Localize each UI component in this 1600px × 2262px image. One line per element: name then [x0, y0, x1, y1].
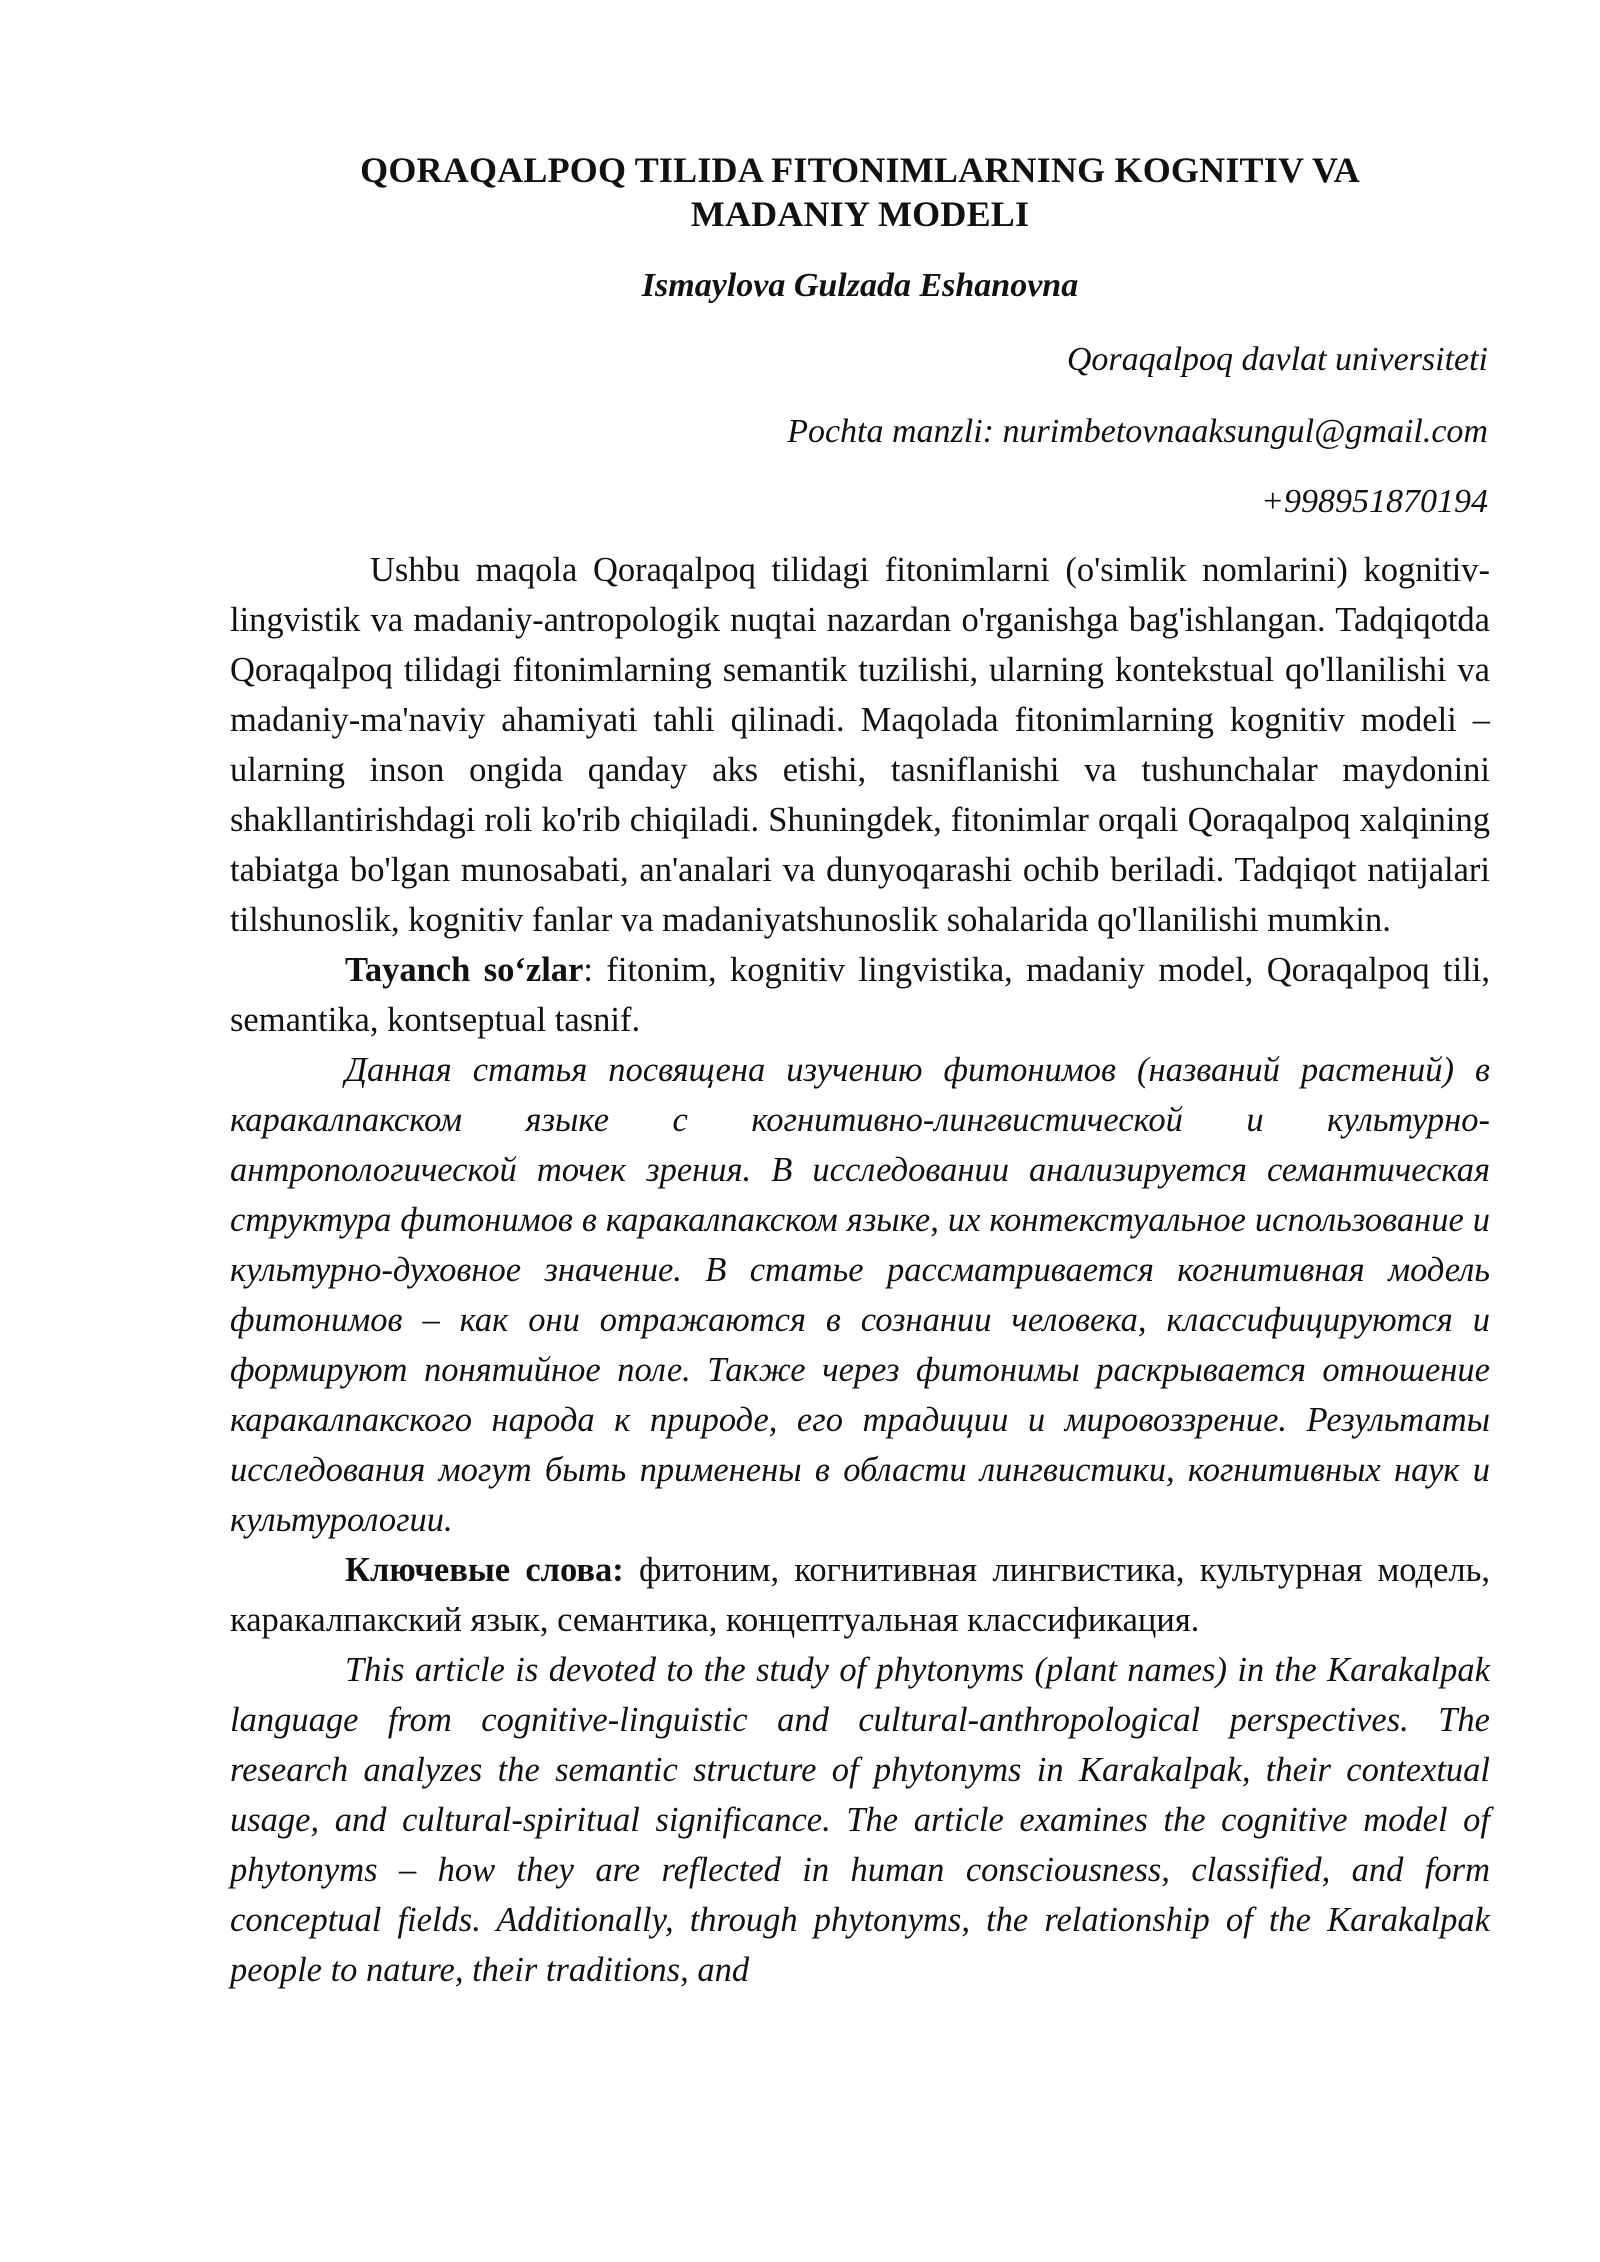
keywords-russian-text: фитоним, когнитивная лингвистика, культурная модель, каракалпакский язык, семантика, концептуальная классификация. — [230, 1551, 1490, 1639]
abstract-russian: Данная статья посвящена изучению фитонимов (названий растений) в каракалпакском языке с когнитивно-лингвистической и культурно-антропологической точек зрения. В исследовании анализируется семантическая структура фитонимов в каракалпакском языке, их контекстуальное использование и культурно-духовное значение. В статье рассматривается когнитивная модель фитонимов – как они отражаются в сознании человека, классифицируются и формируют понятийное поле. Также через фитонимы раскрывается отношение каракалпакского народа к природе, его традиции и мировоззрение. Результаты исследования могут быть применены в области лингвистики, когнитивных наук и культурологии. — [230, 1051, 1490, 1539]
title-line-2: MADANIY MODELI — [690, 194, 1030, 234]
title-line-1: QORAQALPOQ TILIDA FITONIMLARNING KOGNITIV VA — [360, 150, 1360, 190]
phone-number: +998951870194 — [1261, 483, 1488, 520]
keywords-uzbek — [230, 945, 1490, 1045]
article-body — [230, 545, 1490, 1995]
abstract-uzbek: Ushbu maqola Qoraqalpoq tilidagi fitonimlarni (o'simlik nomlarini) kognitiv-lingvistik va madaniy-antropologik nuqtai nazardan o'rganishga bag'ishlangan. Tadqiqotda Qoraqalpoq tilidagi fitonimlarning semantik tuzilishi, ularning kontekstual qo'llanilishi va madaniy-ma'naviy ahamiyati tahli qilinadi. Maqolada fitonimlarning kognitiv modeli – ularning inson ongida qanday aks etishi, tasniflanishi va tushunchalar maydonini shakllantirishdagi roli ko'rib chiqiladi. Shuningdek, fitonimlar orqali Qoraqalpoq xalqining tabiatga bo'lgan munosabati, an'analari va dunyoqarashi ochib beriladi. Tadqiqot natijalari tilshunoslik, kognitiv fanlar va madaniyatshunoslik sohalarida qo'llanilishi mumkin. — [230, 551, 1490, 939]
keywords-russian — [230, 1545, 1490, 1645]
keywords-uzbek-text: : fitonim, kognitiv lingvistika, madaniy model, Qoraqalpoq tili, semantika, kontseptual tasnif. — [230, 951, 1490, 1039]
paper-title — [230, 148, 1490, 236]
abstract-english: This article is devoted to the study of phytonyms (plant names) in the Karakalpak language from cognitive-linguistic and cultural-anthropological perspectives. The research analyzes the semantic structure of phytonyms in Karakalpak, their contextual usage, and cultural-spiritual significance. The article examines the cognitive model of phytonyms – how they are reflected in human consciousness, classified, and form conceptual fields. Additionally, through phytonyms, the relationship of the Karakalpak people to nature, their traditions, and — [230, 1651, 1490, 1989]
keywords-uzbek-label: Tayanch so‘zlar — [345, 951, 584, 989]
email-line: Pochta manzli: nurimbetovnaaksungul@gmail.com — [787, 413, 1488, 450]
author-name: Ismaylova Gulzada Eshanovna — [641, 267, 1079, 304]
affiliation: Qoraqalpoq davlat universiteti — [1066, 341, 1488, 378]
keywords-russian-label: Ключевые слова: — [345, 1551, 624, 1589]
